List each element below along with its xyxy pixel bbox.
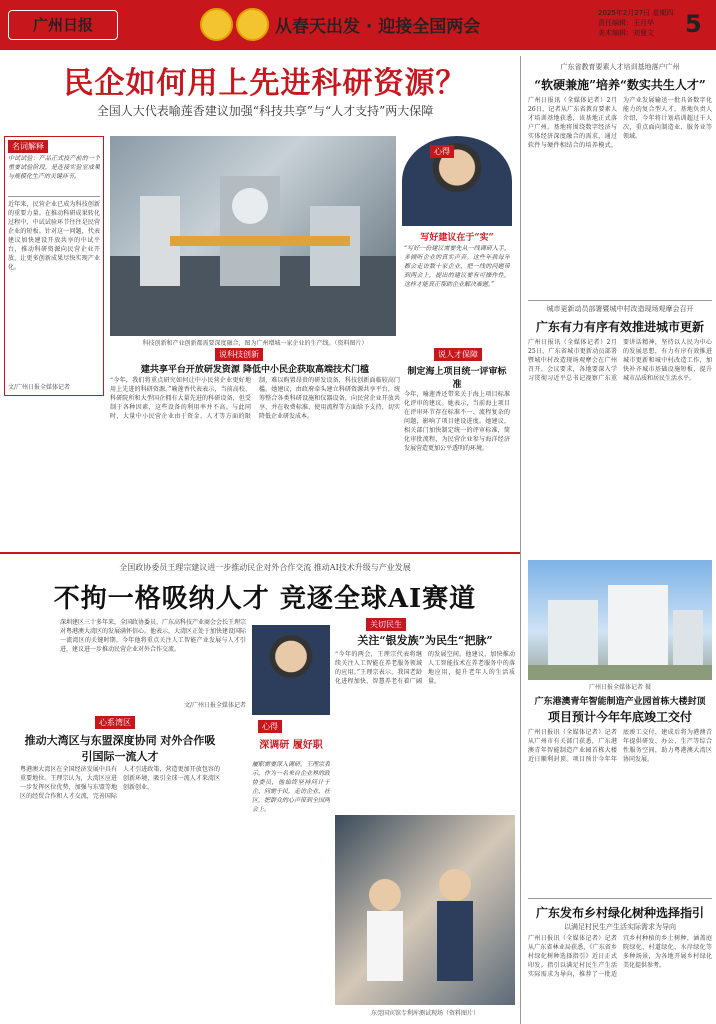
issue-editor: 责任编辑：王月华 [598,19,654,27]
main-subhead: 全国人大代表喻莲香建议加强“科技共享”与“人才支持”两大保障 [96,104,434,118]
sec2-title: 制定海上项目统一评审标准 [407,367,507,390]
right-top-body: 广州日报讯（全媒体记者）2月26日，记者从广东省教育要素人才培训基地获悉，该基地正式落户广州。基地将围绕数字经济与实体经济深度融合的需求，通过软件与硬件相结合的培养模式，为产业发展输送一批具备数字化能力的复合型人才。基地负责人介绍，今年将计划培训超过千人次，重点面向制造业、服务业等领域。 [528,97,712,149]
right-divider-1 [528,300,712,301]
lower-sub2: 关注“银发族”为民生“把脉” [357,634,493,647]
newspaper-logo: 广州日报 [8,10,118,40]
main-photo [110,136,396,336]
sec2-tag: 说人才保障 [434,348,482,361]
column-divider [520,56,521,1024]
issue-weekday: 星期四 [652,9,674,17]
lower-kicker: 全国政协委员王理宗建议进一步推动民企对外合作交流 推动AI技术升级与产业发展 [119,563,411,572]
sidebar-definition: 中试试验：产品正式投产前的一个重要试验阶段，是连接实验室成果与规模化生产的关键环节。 [8,155,100,180]
right-top-title: “软硬兼施”培养“数实共生人才” [534,78,706,92]
lower-heart-title: 深调研 履好职 [259,740,323,751]
party-emblem-icon [236,8,269,41]
heart-body: “写好一份建议需要先从一线调研入手，多倾听企业的真实声音。这些年我每年都会走访数十家企业，把一线的问题带到两会上，提出的建议要有可操作性，这样才能真正帮助企业解决难题。” [404,245,510,288]
lower-sub1-body: 粤港澳大湾区在全国经济发展中具有重要地位。王理宗认为，大湾区应进一步发挥区位优势，加强与东盟等地区的经贸合作和人才交流，完善国际人才引进政策，营造更加开放包容的创新环境，吸引全球一流人才来湾区创新创业。 [20,766,220,800]
sec1-body: “今年，我们将重点研究如何让中小民营企业更好地用上先进的科研资源。”喻莲香代表表示，当前高校、科研院所和大型国企拥有大量先进的科研设备，但受制于各种因素，这些设备的利用率并不高。与此同时，大量中小民营企业由于资金、人才等方面的限制，难以购置昂贵的研发设备，科技创新面临较高门槛。她建议，由政府牵头建立科研资源共享平台，统筹整合各类科研设施和仪器设备，向民营企业开放共享，并在收费标准、使用流程等方面给予支持，切实降低企业研发成本。 [110,377,400,420]
building-photo [528,560,712,680]
national-emblem-icon [200,8,233,41]
sidebar-body: 近年来，民营企业已成为科技创新的重要力量。在推动科研成果转化过程中，中试试验环节往往是民营企业的短板。针对这一问题，代表建议加快建设开放共享的中试平台，推动科研资源向民营企业开放，让更多创新成果尽快实现产业化。 [8,201,100,271]
lower-headline: 不拘一格吸纳人才 竞逐全球AI赛道 [53,584,477,614]
right-mid-title2: 广东港澳青年智能制造产业园首栋大楼封顶 [534,697,706,707]
issue-date: 2025年2月27日 [598,9,651,17]
section-divider [0,552,520,554]
right-mid-kicker: 城市更新动员部署暨城中村改造现场观摩会召开 [546,305,694,313]
building-photo-caption: 广州日报全媒体记者 摄 [589,684,651,691]
lower-heart-tag: 心得 [258,720,282,733]
heart-title: 写好建议在于“实” [420,233,494,243]
right-mid-body: 广州日报讯（全媒体记者）2月25日，广东省城市更新动员部署暨城中村改造现场观摩会在广州召开。会议要求，各地要深入学习贯彻习近平总书记视察广东重要讲话精神，坚持以人民为中心的发展思想，有力有序有效推进城市更新和城中村改造工作，加快补齐城市基础设施短板，提升城市品质和居民生活水平。 [528,339,712,382]
lower-intro-credit: 文/广州日报全媒体记者 [183,702,246,709]
sidebar-tag: 名词解释 [8,140,48,153]
issue-info [598,8,673,38]
issue-proof: 美术编辑：刘曼文 [598,29,654,37]
sidebar-credit: 文/广州日报全媒体记者 [8,384,71,391]
factory-robot-illustration [110,136,396,336]
main-photo-caption: 科技创新和产业创新都需要深度融合，图为广州增城一家企业的生产线。（资料图片） [142,340,368,347]
right-mid-subtitle2: 项目预计今年年底竣工交付 [547,710,692,724]
right-mid-title: 广东有力有序有效推进城市更新 [535,320,704,334]
lower-tag1: 心系湾区 [95,716,135,729]
right-mid-body2: 广州日报讯（全媒体记者）记者从广州市有关部门获悉，广东港澳青年智能制造产业园首栋大楼近日顺利封顶。项目预计今年年底竣工交付，建成后将为港澳青年提供研发、办公、生产等综合性服务空间，助力粤港澳大湾区协同发展。 [528,729,712,763]
sidebar-divider [8,196,100,197]
lower-intro: 深圳建区三十多年来，全国政协委员、广东高科技产业商会会长王理宗对粤港澳大湾区的发展满怀信心。他表示，大湾区正处于加快建设国际一流湾区的关键时期。今年他将重点关注人工智能产业发展与人才引进，建议进一步推动民营企业对外合作交流。 [60,619,246,653]
heart-tag: 心得 [430,145,454,158]
right-bottom-subtitle: 以满足村民生产生活实际需求为导向 [564,923,676,931]
lower-sub1: 推动大湾区与东盟深度协同 对外合作吸引国际一流人才 [24,734,216,763]
main-headline: 民企如何用上先进科研资源？ [63,66,467,101]
building-illustration [528,560,712,680]
page-number: 5 [685,10,702,38]
delegate-portrait [402,136,512,226]
member-portrait [252,625,330,715]
lower-sub2-body: “今年的两会，王理宗代表将继续关注人工智能在养老服务领域的应用。”王理宗表示，我国老龄化进程加快，智慧养老有着广阔的发展空间。他建议，加快推动人工智能技术在养老服务中的落地应用，提升老年人的生活质量。 [335,651,515,685]
sec1-tag: 说科技创新 [215,348,263,361]
sec1-title: 建共享平台开放研发资源 降低中小民企获取高端技术门槛 [140,365,370,375]
exhibition-illustration [335,815,515,1005]
right-bottom-title: 广东发布乡村绿化树种选择指引 [535,906,704,920]
right-bottom-body: 广州日报讯（全媒体记者）记者从广东省林业局获悉，《广东省乡村绿化树种选择指引》近日正式印发。指引以满足村民生产生活实际需求为导向，推荐了一批适宜乡村种植的乡土树种，涵盖庭院绿化、村道绿化、水岸绿化等多种场景，为各地开展乡村绿化美化提供参考。 [528,935,712,978]
lower-heart-body: 履职需要深入调研。王理宗表示，作为一名来自企业界的政协委员，他始终坚持问计于企、问需于民，走访企业、社区，把群众的心声带到全国两会上。 [252,761,330,813]
lower-tag2: 关切民生 [366,618,406,631]
right-top-kicker: 广东省教育要素人才培训基地落户广州 [560,63,680,71]
sec2-body: 今年，喻莲香还带来关于海上项目标准化评审的建议。她表示，当前海上项目在评审环节存在标准不一、流程复杂的问题，影响了项目建设进度。她建议，相关部门加快制定统一的评审标准，简化审批流程，为民营企业参与海洋经济发展营造更加公平透明的环境。 [404,391,510,452]
banner-slogan: 从春天出发 · 迎接全国两会 [275,17,481,37]
right-divider-2 [528,898,712,899]
exhibition-photo [335,815,515,1005]
exhibition-photo-caption: 东莞国宾馆专利库测试现场（资料图片） [370,1010,479,1017]
